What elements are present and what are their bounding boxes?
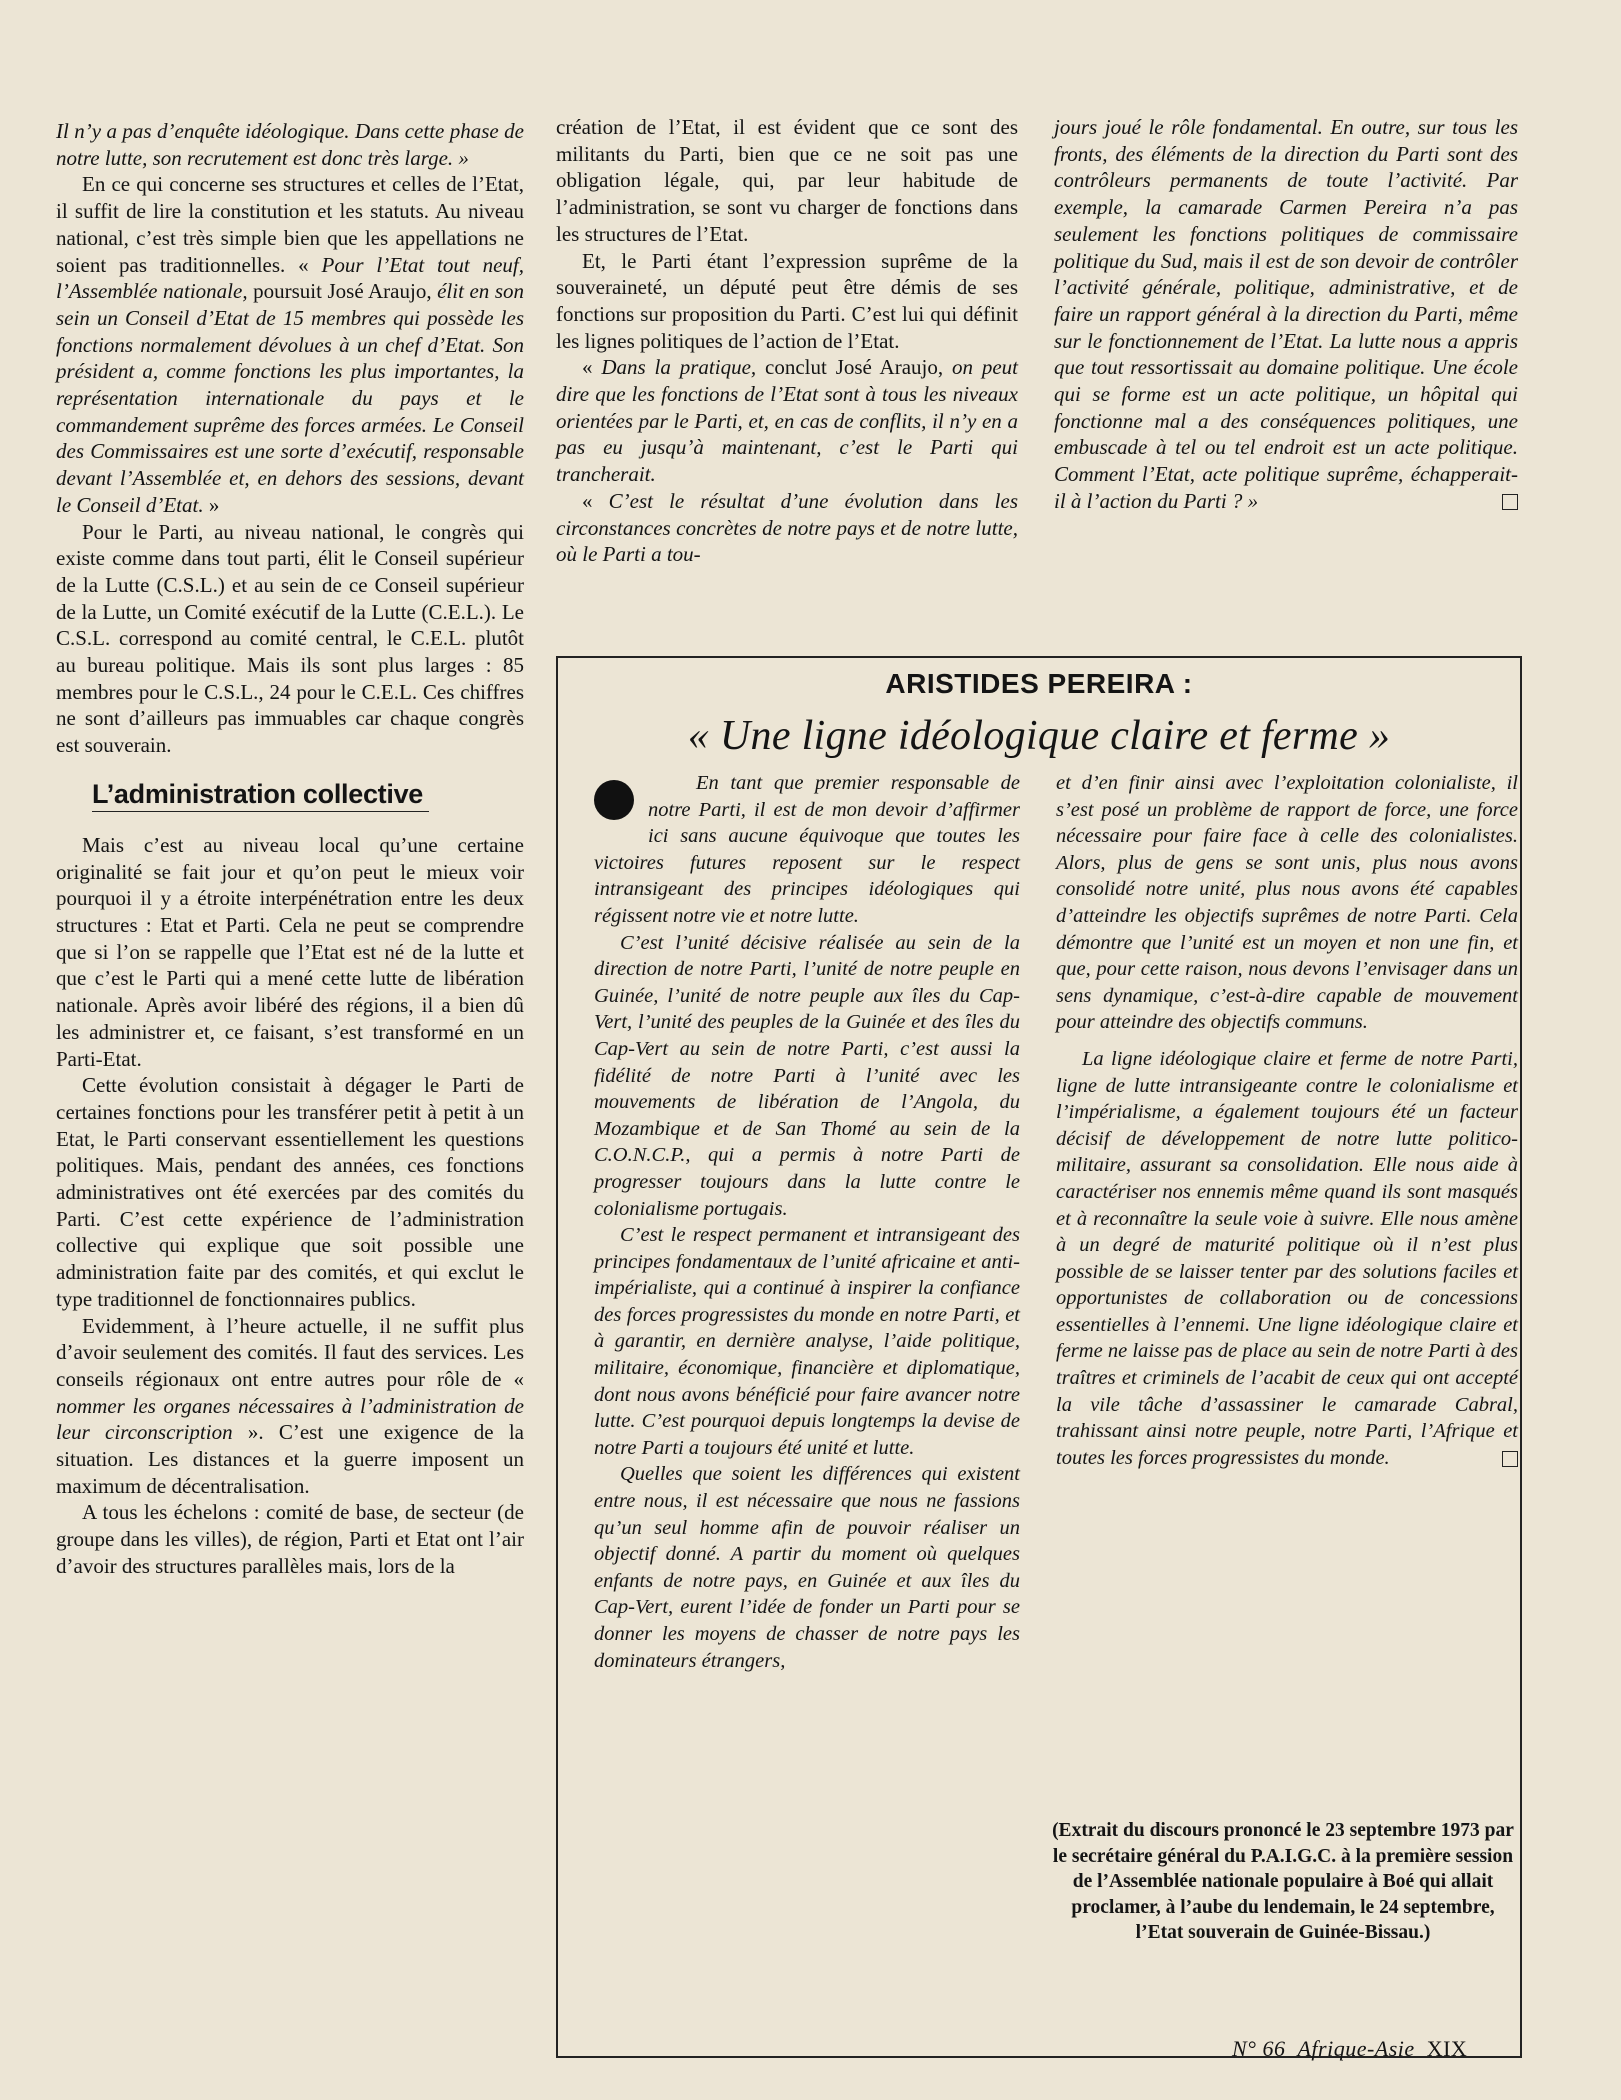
- paragraph: A tous les échelons : comité de base, de secteur (de groupe dans les villes), de région, Parti et Etat ont l’air d’avoir des structures parallèles mais, lors de la: [56, 1500, 524, 1578]
- paragraph: et d’en finir ainsi avec l’exploitation colonialiste, il s’est posé un problème de rapport de force, une force nécessaire pour faire face à celle des colonialistes. Alors, plus de gens se sont unis, plus nous avons consolidé notre unité, plus nous avons été capables d’atteindre les objectifs suprêmes de notre Parti. Cela démontre que l’unité est un moyen et non une fin, et que, pour cette raison, nous devons l’envisager dans un sens dynamique, c’est-à-dire capable de mouvement pour atteindre des objectifs communs.: [1056, 772, 1518, 1034]
- paragraph: Il n’y a pas d’enquête idéologique. Dans cette phase de notre lutte, son recrutement est donc très large. »: [56, 119, 524, 170]
- issue-number: N° 66: [1232, 2036, 1286, 2061]
- sidebar-column-right: [1056, 770, 1518, 1471]
- paragraph: « C’est le résultat d’une évolution dans les circonstances concrètes de notre pays et de notre lutte, où le Parti a tou-: [556, 488, 1018, 567]
- sidebar-title: « Une ligne idéologique claire et ferme »: [687, 713, 1391, 759]
- sidebar-kicker: ARISTIDES PEREIRA :: [885, 668, 1193, 699]
- bullet-icon: [594, 780, 634, 820]
- paragraph: jours joué le rôle fondamental. En outre, sur tous les fronts, des éléments de la direction du Parti sont des contrôleurs permanents de toute l’activité. Par exemple, la camarade Carmen Pereira n’a pas seulement les fonctions politiques de commissaire politique du Sud, mais il est de son devoir de contrôler l’activité générale, politique, administrative, et de faire un rapport général à la direction du Parti, même sur le fonctionnement de l’Etat. La lutte nous a appris que tout ressortissait au domaine politique. Une école qui se forme est un acte politique, un hôpital qui fonctionne mal a des conséquences politiques, une embuscade à tel ou tel endroit est un acte politique. Comment l’Etat, acte politique suprême, échapperait-il à l’action du Parti ? »: [1054, 115, 1518, 513]
- paragraph: En ce qui concerne ses structures et celles de l’Etat, il suffit de lire la constitution et les statuts. Au niveau national, c’est très simple bien que les appellations ne soient pas traditionnelles. « Pour l’Etat tout neuf, l’Assemblée nationale, poursuit José Araujo, élit en son sein un Conseil d’Etat de 15 membres qui possède les fonctions normalement dévolues à un chef d’Etat. Son président a, comme fonctions les plus importantes, la représentation internationale du pays et le commandement suprême des forces armées. Le Conseil des Commissaires est une sorte d’exécutif, responsable devant l’Assemblée et, en dehors des sessions, devant le Conseil d’Etat. »: [56, 172, 524, 517]
- section-subheading: L’administration collective: [92, 777, 429, 812]
- speech-caption: (Extrait du discours prononcé le 23 septembre 1973 par le secrétaire général du P.A.I.G.C. à la première session de l’Assemblée nationale populaire à Boé qui allait proclamer, à l’aube du lendemain, le 24 septembre, l’Etat souverain de Guinée-Bissau.): [1052, 1820, 1514, 1943]
- page-folio: [1232, 2036, 1467, 2062]
- paragraph: La ligne idéologique claire et ferme de notre Parti, ligne de lutte intransigeante contre le colonialisme et l’impérialisme, a également toujours été un facteur décisif de développement de notre lutte politico-militaire, assurant sa consolidation. Elle nous aide à caractériser nos ennemis même quand ils sont masqués et à reconnaître la seule voie à suivre. Elle nous amène à un degré de maturité politique où il n’est plus possible de se laisser tenter par des solutions faciles et opportunistes de collaboration ou de concessions essentielles à l’ennemi. Une ligne idéologique claire et ferme ne laisse pas de place au sein de notre Parti à des traîtres et criminels de l’acabit de ceux qui ont accepté la vile tâche d’assassiner le camarade Cabral, trahissant ainsi notre peuple, notre Parti, l’Afrique et toutes les forces progressistes du monde.: [1056, 1047, 1518, 1469]
- paragraph: Mais c’est au niveau local qu’une certaine originalité se fait jour et qu’on peut le mieux voir pourquoi il y a étroite interpénétration entre les deux structures : Etat et Parti. Cela ne peut se comprendre que si l’on se rappelle que l’Etat est né de la lutte et que c’est le Parti qui a mené cette lutte de libération nationale. Après avoir libéré des régions, il a bien dû les administrer et, ce faisant, s’est transformé en un Parti-Etat.: [56, 832, 524, 1071]
- paragraph: « Dans la pratique, conclut José Araujo, on peut dire que les fonctions de l’Etat sont à tous les niveaux orientées par le Parti, et, en cas de conflits, il n’y en a pas eu jusqu’à maintenant, c’est le Parti qui trancherait.: [556, 355, 1018, 487]
- page-number: XIX: [1426, 2036, 1468, 2061]
- article-column-1: [56, 118, 524, 1580]
- paragraph: En tant que premier responsable de notre Parti, il est de mon devoir d’affirmer ici sans aucune équivoque que toutes les victoires futures reposent sur le respect intransigeant des principes idéologiques qui régissent notre vie et notre lutte.: [594, 772, 1020, 927]
- end-mark-icon: [1502, 1451, 1518, 1467]
- end-mark-icon: [1502, 494, 1518, 510]
- magazine-name: Afrique-Asie: [1297, 2036, 1415, 2061]
- paragraph: Evidemment, à l’heure actuelle, il ne suffit plus d’avoir seulement des comités. Il faut des services. Les conseils régionaux ont entre autres pour rôle de « nommer les organes nécessaires à l’administration de leur circonscription ». C’est une exigence de la situation. Les distances et la guerre imposent un maximum de décentralisation.: [56, 1313, 524, 1498]
- article-column-2: [556, 114, 1018, 568]
- paragraph: Et, le Parti étant l’expression suprême de la souveraineté, un député peut être démis de ses fonctions sur proposition du Parti. C’est lui qui définit les lignes politiques de l’action de l’Etat.: [556, 248, 1018, 353]
- paragraph: création de l’Etat, il est évident que ce sont des militants du Parti, bien que ce ne soit pas une obligation légale, qui, par leur habitude de l’administration, se sont vu charger de fonctions dans les structures de l’Etat.: [556, 115, 1018, 246]
- sidebar-column-left: [594, 770, 1020, 1674]
- paragraph: C’est le respect permanent et intransigeant des principes fondamentaux de l’unité africaine et anti-impérialiste, qui a continué à inspirer la confiance des forces progressistes du monde en notre Parti, et à garantir, en dernière analyse, l’aide politique, militaire, économique, financière et diplomatique, dont nous avons bénéficié pour faire avancer notre lutte. C’est pourquoi depuis longtemps la devise de notre Parti a toujours été unité et lutte.: [594, 1224, 1020, 1459]
- paragraph: C’est l’unité décisive réalisée au sein de la direction de notre Parti, l’unité de notre peuple en Guinée, l’unité de notre peuple aux îles du Cap-Vert, l’unité des peuples de la Guinée et des îles du Cap-Vert au sein de notre Parti, c’est aussi la fidélité de notre Parti à l’unité avec les mouvements de libération de l’Angola, du Mozambique et de San Thomé au sein de la C.O.N.C.P., qui a permis à notre Parti de progresser toujours dans la lutte contre le colonialisme portugais.: [594, 931, 1020, 1220]
- paragraph: Quelles que soient les différences qui existent entre nous, il est nécessaire que nous ne fassions qu’un seul homme afin de pouvoir réaliser un objectif donné. A partir du moment où quelques enfants de notre pays, en Guinée et aux îles du Cap-Vert, eurent l’idée de fonder un Parti pour se donner les moyens de chasser de notre pays les dominateurs étrangers,: [594, 1463, 1020, 1672]
- paragraph: Cette évolution consistait à dégager le Parti de certaines fonctions pour les transférer petit à petit à un Etat, le Parti conservant essentiellement les questions politiques. Mais, pendant des années, ces fonctions administratives ont été exercées par des comités du Parti. C’est cette expérience de l’administration collective qui explique que soit possible une administration faite par des comités, et qui exclut le type traditionnel de fonctionnaires publics.: [56, 1073, 524, 1311]
- article-column-3: [1054, 114, 1518, 515]
- paragraph: Pour le Parti, au niveau national, le congrès qui existe comme dans tout parti, élit le Conseil supérieur de la Lutte (C.S.L.) et au sein de ce Conseil supérieur de la Lutte, un Comité exécutif de la Lutte (C.E.L.). Le C.S.L. correspond au comité central, le C.E.L. plutôt au bureau politique. Mais ils sont plus larges : 85 membres pour le C.S.L., 24 pour le C.E.L. Ces chiffres ne sont d’ailleurs pas immuables car chaque congrès est souverain.: [56, 519, 524, 758]
